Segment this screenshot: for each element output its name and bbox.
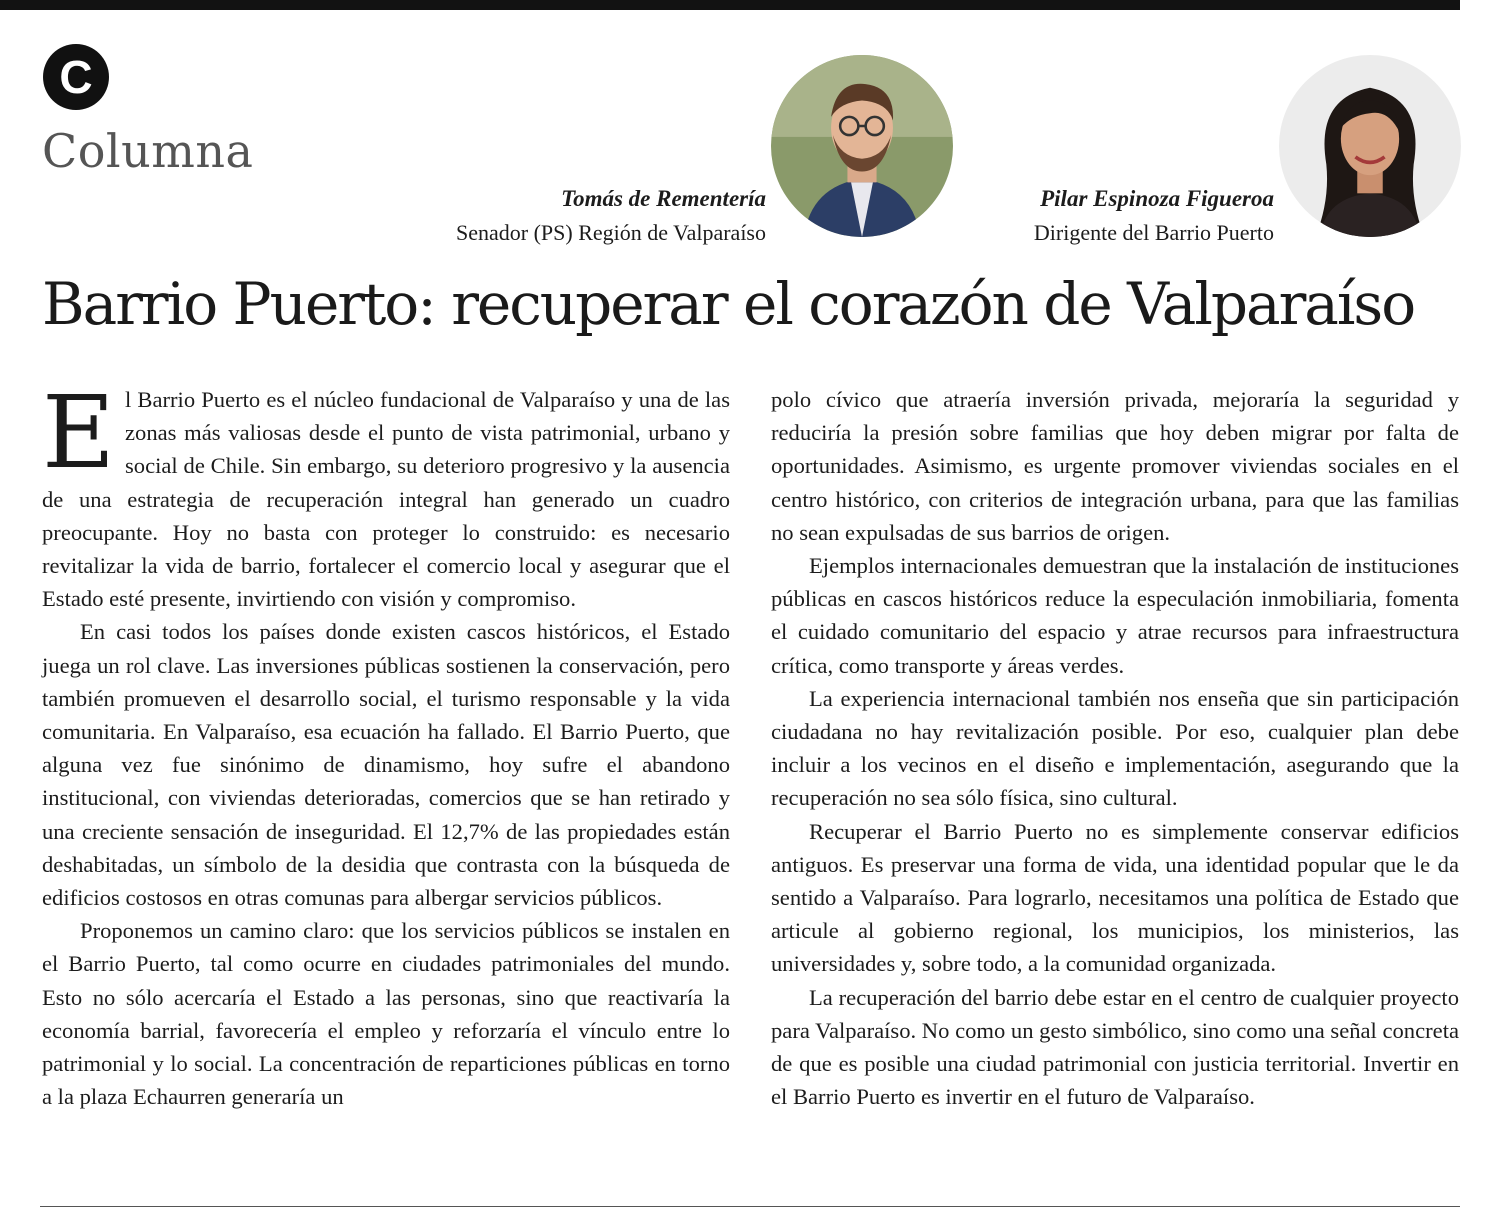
paragraph-7: La recuperación del barrio debe estar en el centro de cualquier proyecto para Valparaíso. No como un gesto simbólico, sino como una señal concreta de que es posible una ciudad patrimonial con justicia territorial. Invertir en el Barrio Puerto es invertir en el futuro de Valparaíso. — [771, 984, 1459, 1110]
top-rule — [0, 0, 1460, 10]
author-2-portrait — [1279, 55, 1461, 237]
author-1-name: Tomás de Rementería — [561, 186, 766, 211]
author-2-byline — [900, 182, 1274, 250]
drop-cap: E — [42, 374, 115, 491]
section-label: Columna — [42, 124, 254, 178]
article-column-left — [42, 374, 730, 1113]
bottom-rule — [40, 1206, 1460, 1207]
author-2-name: Pilar Espinoza Figueroa — [1040, 186, 1274, 211]
paragraph-6: Recuperar el Barrio Puerto no es simplemente conservar edificios antiguos. Es preservar una forma de vida, una identidad popular que le da sentido a Valparaíso. Para lograrlo, necesitamos una política de Estado que articule al gobierno regional, los municipios, los ministerios, las universidades y, sobre todo, a la comunidad organizada. — [771, 818, 1459, 977]
paragraph-1-text: l Barrio Puerto es el núcleo fundacional de Valparaíso y una de las zonas más valiosas desde el punto de vista patrimonial, urbano y social de Chile. Sin embargo, su deterioro progresivo y la ausencia de una estrategia de recuperación integral han generado un cuadro preocupante. Hoy no basta con proteger lo construido: es necesario revitalizar la vida de barrio, fortalecer el comercio local y asegurar que el Estado esté presente, invirtiendo con visión y compromiso. — [42, 387, 730, 612]
paragraph-3-continued: polo cívico que atraería inversión privada, mejoraría la seguridad y reduciría la presión sobre familias que hoy deben migrar por falta de oportunidades. Asimismo, es urgente promover viviendas sociales en el centro histórico, con criterios de integración urbana, para que las familias no sean expulsadas de sus barrios de origen. — [771, 387, 1459, 545]
section-badge: C — [43, 44, 109, 110]
author-2-role: Dirigente del Barrio Puerto — [1033, 220, 1274, 245]
paragraph-3: Proponemos un camino claro: que los servicios públicos se instalen en el Barrio Puerto, tal como ocurre en ciudades patrimoniales del mundo. Esto no sólo acercaría el Estado a las personas, sino que reactivaría la economía barrial, favorecería el empleo y reforzaría el vínculo entre lo patrimonial y lo social. La concentración de reparticiones públicas en torno a la plaza Echaurren generaría un — [42, 918, 730, 1110]
paragraph-1 — [42, 374, 730, 615]
headline: Barrio Puerto: recuperar el corazón de Valparaíso — [42, 270, 1415, 338]
article-column-right — [771, 383, 1459, 1113]
paragraph-4: Ejemplos internacionales demuestran que la instalación de instituciones públicas en cascos históricos reduce la especulación inmobiliaria, fomenta el cuidado comunitario del espacio y atrae recursos para infraestructura crítica, como transporte y áreas verdes. — [771, 553, 1459, 678]
author-1-role: Senador (PS) Región de Valparaíso — [456, 220, 766, 245]
author-1-byline — [330, 182, 766, 250]
paragraph-2: En casi todos los países donde existen cascos históricos, el Estado juega un rol clave. Las inversiones públicas sostienen la conservación, pero también promueven el desarrollo social, el turismo responsable y la vida comunitaria. En Valparaíso, esa ecuación ha fallado. El Barrio Puerto, que alguna vez fue sinónimo de dinamismo, hoy sufre el abandono institucional, con viviendas deterioradas, comercios que se han retirado y una creciente sensación de inseguridad. El 12,7% de las propiedades están deshabitadas, un símbolo de la desidia que contrasta con la búsqueda de edificios costosos en otras comunas para albergar servicios públicos. — [42, 619, 730, 911]
paragraph-5: La experiencia internacional también nos enseña que sin participación ciudadana no hay revitalización posible. Por eso, cualquier plan debe incluir a los vecinos en el diseño e implementación, asegurando que la recuperación no sea sólo física, sino cultural. — [771, 685, 1459, 811]
